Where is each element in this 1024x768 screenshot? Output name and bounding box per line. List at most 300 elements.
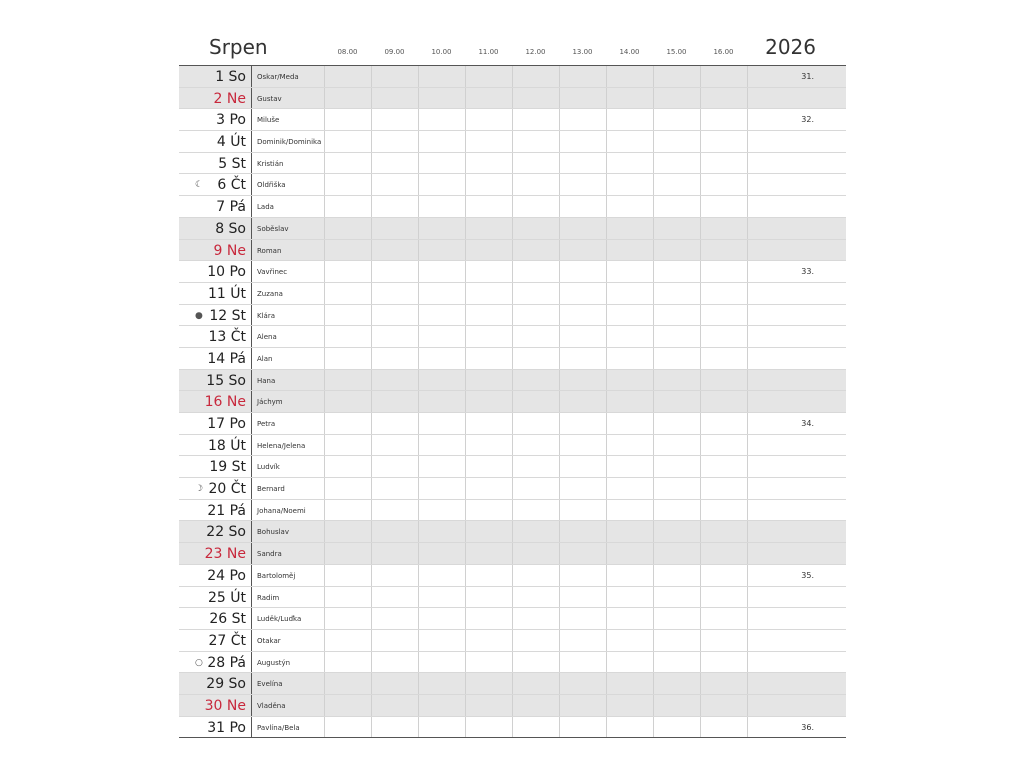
month-title: Srpen xyxy=(209,35,268,59)
hour-grid-line xyxy=(324,66,325,87)
hour-grid-line xyxy=(747,652,748,673)
hour-grid-line xyxy=(465,391,466,412)
hour-grid-line xyxy=(465,218,466,239)
hour-grid-line xyxy=(700,673,701,694)
hour-grid-line xyxy=(559,370,560,391)
hour-grid-line xyxy=(747,543,748,564)
hour-grid-line xyxy=(606,370,607,391)
day-label: 9 Ne xyxy=(213,242,246,259)
hour-grid-line xyxy=(465,630,466,651)
name-day: Bartoloměj xyxy=(257,571,296,580)
column-divider xyxy=(251,608,252,629)
column-divider xyxy=(251,326,252,347)
hour-grid-line xyxy=(324,196,325,217)
hour-grid-line xyxy=(465,261,466,282)
hour-grid-line xyxy=(371,391,372,412)
hour-grid-line xyxy=(700,283,701,304)
hour-grid-line xyxy=(700,435,701,456)
hour-grid-line xyxy=(465,240,466,261)
day-label: 13 Čt xyxy=(208,329,246,346)
hour-grid-line xyxy=(324,305,325,326)
column-divider xyxy=(251,521,252,542)
hour-grid-line xyxy=(465,478,466,499)
hour-grid-line xyxy=(559,153,560,174)
day-row[interactable] xyxy=(179,348,846,370)
hour-grid-line xyxy=(418,240,419,261)
day-label: 23 Ne xyxy=(204,546,246,563)
name-day: Hana xyxy=(257,376,276,385)
moon-phase-icon: ☾ xyxy=(195,180,204,191)
hour-grid-line xyxy=(418,283,419,304)
day-label: 26 St xyxy=(209,611,246,628)
hour-grid-line xyxy=(747,348,748,369)
day-row[interactable] xyxy=(179,717,846,739)
hour-grid-line xyxy=(653,305,654,326)
hour-grid-line xyxy=(324,131,325,152)
day-label: 16 Ne xyxy=(204,394,246,411)
day-label: 14 Pá xyxy=(207,350,246,367)
hour-grid-line xyxy=(324,717,325,738)
hour-grid-line xyxy=(747,88,748,109)
hour-grid-line xyxy=(653,174,654,195)
hour-grid-line xyxy=(465,435,466,456)
column-divider xyxy=(251,500,252,521)
hour-grid-line xyxy=(512,673,513,694)
hour-grid-line xyxy=(418,370,419,391)
calendar-page xyxy=(179,33,846,738)
hour-grid-line xyxy=(324,630,325,651)
day-row[interactable] xyxy=(179,543,846,565)
name-day: Klára xyxy=(257,311,275,320)
hour-grid-line xyxy=(512,240,513,261)
hour-grid-line xyxy=(418,131,419,152)
hour-grid-line xyxy=(371,88,372,109)
hour-grid-line xyxy=(747,717,748,738)
hour-grid-line xyxy=(465,196,466,217)
hour-grid-line xyxy=(324,521,325,542)
hour-grid-line xyxy=(371,435,372,456)
day-row[interactable] xyxy=(179,109,846,131)
hour-grid-line xyxy=(559,174,560,195)
hour-label: 13.00 xyxy=(572,48,593,56)
hour-grid-line xyxy=(512,478,513,499)
hour-grid-line xyxy=(606,109,607,130)
day-row[interactable] xyxy=(179,500,846,522)
column-divider xyxy=(251,630,252,651)
hour-grid-line xyxy=(512,305,513,326)
hour-grid-line xyxy=(653,521,654,542)
hour-grid-line xyxy=(700,370,701,391)
column-divider xyxy=(251,283,252,304)
day-row[interactable] xyxy=(179,391,846,413)
hour-grid-line xyxy=(606,478,607,499)
day-row[interactable] xyxy=(179,174,846,196)
day-label: 1 So xyxy=(215,69,246,85)
week-number: 32. xyxy=(801,115,814,125)
hour-grid-line xyxy=(700,652,701,673)
hour-grid-line xyxy=(512,456,513,477)
hour-grid-line xyxy=(559,240,560,261)
hour-grid-line xyxy=(700,348,701,369)
day-row[interactable] xyxy=(179,478,846,500)
hour-grid-line xyxy=(653,88,654,109)
hour-grid-line xyxy=(512,326,513,347)
hour-grid-line xyxy=(653,196,654,217)
hour-grid-line xyxy=(512,370,513,391)
hour-grid-line xyxy=(747,500,748,521)
day-row[interactable] xyxy=(179,240,846,262)
name-day: Ludvík xyxy=(257,463,280,472)
hour-grid-line xyxy=(559,413,560,434)
hour-grid-line xyxy=(653,109,654,130)
hour-grid-line xyxy=(324,261,325,282)
hour-grid-line xyxy=(747,587,748,608)
hour-grid-line xyxy=(371,413,372,434)
hour-grid-line xyxy=(418,587,419,608)
hour-grid-line xyxy=(371,695,372,716)
hour-grid-line xyxy=(700,608,701,629)
hour-grid-line xyxy=(559,305,560,326)
hour-grid-line xyxy=(465,109,466,130)
hour-grid-line xyxy=(653,66,654,87)
hour-grid-line xyxy=(606,521,607,542)
day-label: 5 St xyxy=(218,155,246,172)
hour-grid-line xyxy=(465,717,466,738)
name-day: Bohuslav xyxy=(257,528,289,537)
hour-grid-line xyxy=(512,348,513,369)
hour-grid-line xyxy=(653,218,654,239)
hour-grid-line xyxy=(418,500,419,521)
hour-grid-line xyxy=(559,608,560,629)
name-day: Petra xyxy=(257,420,276,428)
column-divider xyxy=(251,478,252,499)
hour-grid-line xyxy=(700,565,701,586)
hour-grid-line xyxy=(324,348,325,369)
hour-grid-line xyxy=(512,630,513,651)
hour-grid-line xyxy=(606,348,607,369)
hour-grid-line xyxy=(418,413,419,434)
hour-grid-line xyxy=(606,391,607,412)
name-day: Dominik/Dominika xyxy=(257,138,322,147)
hour-grid-line xyxy=(465,348,466,369)
name-day: Vavřinec xyxy=(257,268,288,277)
name-day: Sandra xyxy=(257,550,282,559)
day-row[interactable] xyxy=(179,565,846,587)
name-day: Radim xyxy=(257,593,280,602)
hour-grid-line xyxy=(465,456,466,477)
hour-grid-line xyxy=(371,717,372,738)
hour-grid-line xyxy=(418,218,419,239)
hour-label: 11.00 xyxy=(478,48,499,56)
hour-grid-line xyxy=(559,348,560,369)
hour-grid-line xyxy=(512,109,513,130)
hour-grid-line xyxy=(606,565,607,586)
hour-grid-line xyxy=(559,391,560,412)
day-label: 24 Po xyxy=(207,567,246,584)
day-row[interactable] xyxy=(179,435,846,457)
hour-grid-line xyxy=(653,478,654,499)
day-row[interactable] xyxy=(179,66,846,88)
hour-grid-line xyxy=(418,673,419,694)
moon-phase-icon: ○ xyxy=(195,657,203,668)
hour-grid-line xyxy=(653,391,654,412)
hour-grid-line xyxy=(653,673,654,694)
hour-grid-line xyxy=(465,305,466,326)
hour-grid-line xyxy=(465,370,466,391)
hour-grid-line xyxy=(653,413,654,434)
day-label: 21 Pá xyxy=(207,502,246,519)
hour-grid-line xyxy=(606,283,607,304)
hour-grid-line xyxy=(512,391,513,412)
hour-grid-line xyxy=(465,283,466,304)
hour-grid-line xyxy=(747,521,748,542)
hour-grid-line xyxy=(747,630,748,651)
hour-grid-line xyxy=(700,500,701,521)
hour-grid-line xyxy=(653,153,654,174)
hour-grid-line xyxy=(606,218,607,239)
hour-grid-line xyxy=(418,543,419,564)
calendar-header xyxy=(179,33,846,66)
hour-grid-line xyxy=(324,695,325,716)
hour-grid-line xyxy=(606,435,607,456)
hour-grid-line xyxy=(700,695,701,716)
day-row[interactable] xyxy=(179,88,846,110)
hour-grid-line xyxy=(324,608,325,629)
hour-label: 16.00 xyxy=(713,48,734,56)
hour-grid-line xyxy=(559,88,560,109)
week-number: 31. xyxy=(801,72,814,81)
hour-grid-line xyxy=(747,240,748,261)
hour-grid-line xyxy=(324,370,325,391)
hour-grid-line xyxy=(747,131,748,152)
day-row[interactable] xyxy=(179,608,846,630)
hour-grid-line xyxy=(606,240,607,261)
hour-grid-line xyxy=(606,543,607,564)
hour-grid-line xyxy=(653,652,654,673)
hour-grid-line xyxy=(606,587,607,608)
hour-grid-line xyxy=(418,174,419,195)
hour-grid-line xyxy=(606,305,607,326)
hour-grid-line xyxy=(418,153,419,174)
hour-grid-line xyxy=(747,305,748,326)
hour-grid-line xyxy=(700,88,701,109)
hour-grid-line xyxy=(653,587,654,608)
week-number: 33. xyxy=(801,267,814,277)
column-divider xyxy=(251,456,252,477)
hour-grid-line xyxy=(559,456,560,477)
hour-grid-line xyxy=(371,456,372,477)
hour-grid-line xyxy=(512,608,513,629)
hour-grid-line xyxy=(324,88,325,109)
hour-grid-line xyxy=(418,66,419,87)
day-row[interactable] xyxy=(179,131,846,153)
hour-grid-line xyxy=(653,283,654,304)
hour-grid-line xyxy=(465,153,466,174)
day-row[interactable] xyxy=(179,587,846,609)
hour-grid-line xyxy=(559,218,560,239)
day-label: 3 Po xyxy=(216,112,246,129)
week-number: 35. xyxy=(801,570,814,580)
moon-phase-icon: ☽ xyxy=(195,484,204,495)
name-day: Kristián xyxy=(257,159,284,168)
hour-grid-line xyxy=(606,652,607,673)
hour-grid-line xyxy=(371,153,372,174)
hour-grid-line xyxy=(700,630,701,651)
column-divider xyxy=(251,435,252,456)
hour-grid-line xyxy=(324,587,325,608)
hour-grid-line xyxy=(606,88,607,109)
hour-grid-line xyxy=(465,131,466,152)
column-divider xyxy=(251,543,252,564)
day-row[interactable] xyxy=(179,326,846,348)
hour-grid-line xyxy=(606,413,607,434)
hour-grid-line xyxy=(512,196,513,217)
hour-grid-line xyxy=(700,174,701,195)
day-row[interactable] xyxy=(179,305,846,327)
column-divider xyxy=(251,565,252,586)
hour-grid-line xyxy=(747,413,748,434)
hour-grid-line xyxy=(465,543,466,564)
hour-grid-line xyxy=(324,565,325,586)
day-label: 6 Čt xyxy=(217,177,246,194)
hour-grid-line xyxy=(606,131,607,152)
hour-grid-line xyxy=(700,717,701,738)
hour-grid-line xyxy=(700,109,701,130)
hour-grid-line xyxy=(324,435,325,456)
hour-grid-line xyxy=(418,478,419,499)
hour-grid-line xyxy=(747,109,748,130)
hour-grid-line xyxy=(606,66,607,87)
hour-grid-line xyxy=(653,348,654,369)
column-divider xyxy=(251,174,252,195)
day-row[interactable] xyxy=(179,283,846,305)
hour-grid-line xyxy=(747,565,748,586)
hour-grid-line xyxy=(559,109,560,130)
hour-grid-line xyxy=(465,565,466,586)
day-row[interactable] xyxy=(179,630,846,652)
hour-grid-line xyxy=(418,565,419,586)
hour-grid-line xyxy=(512,131,513,152)
hour-grid-line xyxy=(512,695,513,716)
hour-grid-line xyxy=(465,66,466,87)
hour-label: 09.00 xyxy=(384,48,405,56)
hour-grid-line xyxy=(559,66,560,87)
hour-grid-line xyxy=(512,283,513,304)
hour-grid-line xyxy=(559,435,560,456)
hour-grid-line xyxy=(559,587,560,608)
day-row[interactable] xyxy=(179,521,846,543)
day-row[interactable] xyxy=(179,652,846,674)
day-label: 15 So xyxy=(206,372,246,389)
hour-grid-line xyxy=(559,673,560,694)
name-day: Pavlína/Bela xyxy=(257,723,300,732)
column-divider xyxy=(251,261,252,282)
hour-grid-line xyxy=(653,435,654,456)
hour-grid-line xyxy=(700,587,701,608)
day-row[interactable] xyxy=(179,218,846,240)
day-label: 30 Ne xyxy=(204,697,246,714)
hour-grid-line xyxy=(371,521,372,542)
hour-grid-line xyxy=(512,153,513,174)
hour-grid-line xyxy=(700,196,701,217)
day-label: 29 So xyxy=(206,676,246,693)
hour-grid-line xyxy=(747,66,748,87)
hour-grid-line xyxy=(700,413,701,434)
day-label: 25 Út xyxy=(207,589,246,606)
hour-grid-line xyxy=(747,174,748,195)
hour-grid-line xyxy=(371,565,372,586)
name-day: Gustav xyxy=(257,94,282,103)
name-day: Alan xyxy=(257,354,273,363)
day-row[interactable] xyxy=(179,261,846,283)
day-row[interactable] xyxy=(179,413,846,435)
hour-grid-line xyxy=(418,456,419,477)
name-day: Johana/Noemi xyxy=(257,506,306,515)
hour-grid-line xyxy=(512,413,513,434)
hour-grid-line xyxy=(512,66,513,87)
day-row[interactable] xyxy=(179,456,846,478)
hour-grid-line xyxy=(559,283,560,304)
hour-grid-line xyxy=(747,391,748,412)
name-day: Oskar/Meda xyxy=(257,73,299,81)
day-label: 11 Út xyxy=(207,285,246,302)
hour-grid-line xyxy=(700,261,701,282)
hour-grid-line xyxy=(653,608,654,629)
day-label: 2 Ne xyxy=(213,90,246,107)
hour-grid-line xyxy=(371,305,372,326)
hour-grid-line xyxy=(512,587,513,608)
hour-grid-line xyxy=(559,565,560,586)
hour-grid-line xyxy=(465,521,466,542)
hour-grid-line xyxy=(606,326,607,347)
day-row[interactable] xyxy=(179,695,846,717)
hour-grid-line xyxy=(418,608,419,629)
column-divider xyxy=(251,413,252,434)
day-row[interactable] xyxy=(179,370,846,392)
hour-grid-line xyxy=(371,174,372,195)
hour-grid-line xyxy=(747,608,748,629)
hour-grid-line xyxy=(371,673,372,694)
hour-grid-line xyxy=(606,717,607,738)
hour-grid-line xyxy=(324,391,325,412)
hour-grid-line xyxy=(559,500,560,521)
hour-grid-line xyxy=(465,174,466,195)
day-label: 17 Po xyxy=(207,416,246,432)
hour-grid-line xyxy=(653,131,654,152)
hour-grid-line xyxy=(512,717,513,738)
name-day: Miluše xyxy=(257,116,280,125)
hour-grid-line xyxy=(512,543,513,564)
column-divider xyxy=(251,109,252,130)
hour-grid-line xyxy=(653,500,654,521)
year-title: 2026 xyxy=(765,35,816,59)
day-row[interactable] xyxy=(179,673,846,695)
day-row[interactable] xyxy=(179,153,846,175)
hour-grid-line xyxy=(324,413,325,434)
day-row[interactable] xyxy=(179,196,846,218)
hour-grid-line xyxy=(700,218,701,239)
name-day: Soběslav xyxy=(257,224,289,233)
hour-grid-line xyxy=(371,478,372,499)
hour-grid-line xyxy=(512,261,513,282)
name-day: Roman xyxy=(257,246,282,255)
hour-grid-line xyxy=(465,413,466,434)
hour-grid-line xyxy=(512,565,513,586)
hour-grid-line xyxy=(418,652,419,673)
day-label: 28 Pá xyxy=(207,654,246,671)
hour-grid-line xyxy=(559,478,560,499)
column-divider xyxy=(251,196,252,217)
